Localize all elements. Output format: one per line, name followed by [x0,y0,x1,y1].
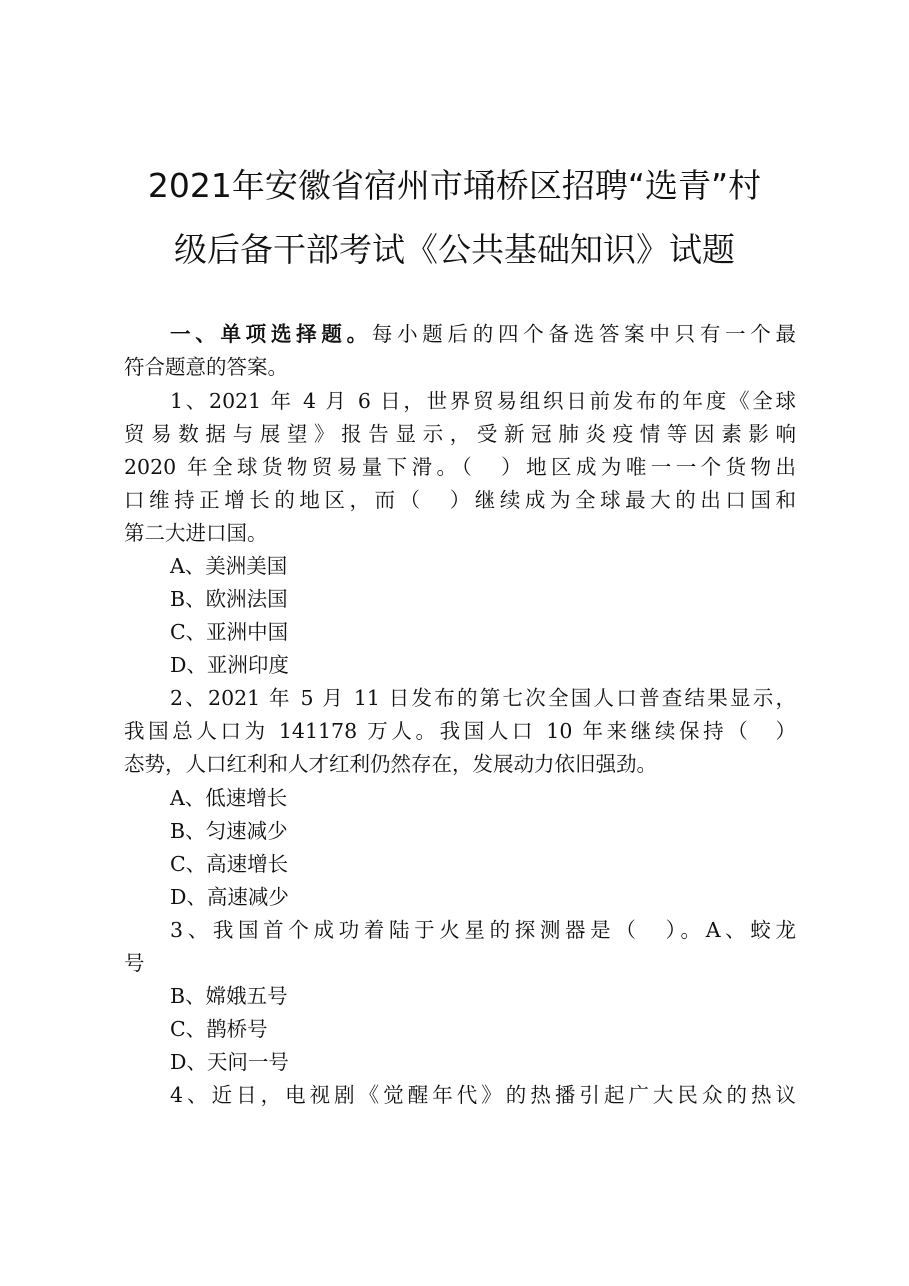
question-2-option-b: B、匀速减少 [170,819,288,843]
question-3-line-1: 3、我国首个成功着陆于火星的探测器是（ ）。A、蛟龙 [170,918,796,942]
section-intro-text: 每小题后的四个备选答案中只有一个最 [371,322,797,346]
question-4-line-1: 4、近日，电视剧《觉醒年代》的热播引起广大民众的热议 [170,1083,796,1107]
question-2-option-d: D、高速减少 [170,885,289,909]
question-3-line-2: 号 [124,951,145,975]
question-2-option-a: A、低速增长 [170,786,288,810]
question-3-option-d: D、天问一号 [170,1050,289,1074]
question-2-line-1: 2、2021 年 5 月 11 日发布的第七次全国人口普查结果显示， [170,686,796,710]
question-1-line-3: 2020 年全球货物贸易量下滑。（ ）地区成为唯一一个货物出 [124,455,796,479]
question-2-line-2: 我国总人口为 141178 万人。我国人口 10 年来继续保持（ ） [124,719,796,743]
question-1-option-b: B、欧洲法国 [170,587,288,611]
question-3-option-c: C、鹊桥号 [170,1017,268,1041]
section-heading: 一、单项选择题。 [170,322,372,346]
question-2-line-3: 态势，人口红利和人才红利仍然存在，发展动力依旧强劲。 [124,752,657,776]
question-1-line-4: 口维持正增长的地区，而（ ）继续成为全球最大的出口国和 [124,488,796,512]
question-1-line-1: 1、2021 年 4 月 6 日，世界贸易组织日前发布的年度《全球 [170,389,796,413]
question-3-option-b: B、嫦娥五号 [170,984,288,1008]
question-2-option-c: C、高速增长 [170,852,289,876]
question-1-option-c: C、亚洲中国 [170,620,289,644]
section-intro-line-1 [170,320,796,348]
question-1-line-5: 第二大进口国。 [124,521,268,545]
question-1-line-2: 贸易数据与展望》报告显示，受新冠肺炎疫情等因素影响 [124,422,796,446]
section-intro-line-2: 符合题意的答案。 [124,355,288,379]
question-1-option-a: A、美洲美国 [170,554,288,578]
question-1-option-d: D、亚洲印度 [170,653,289,677]
document-title-line-1: 2021年安徽省宿州市埇桥区招聘“选青”村 [147,166,762,205]
document-title-line-2: 级后备干部考试《公共基础知识》试题 [174,230,735,269]
